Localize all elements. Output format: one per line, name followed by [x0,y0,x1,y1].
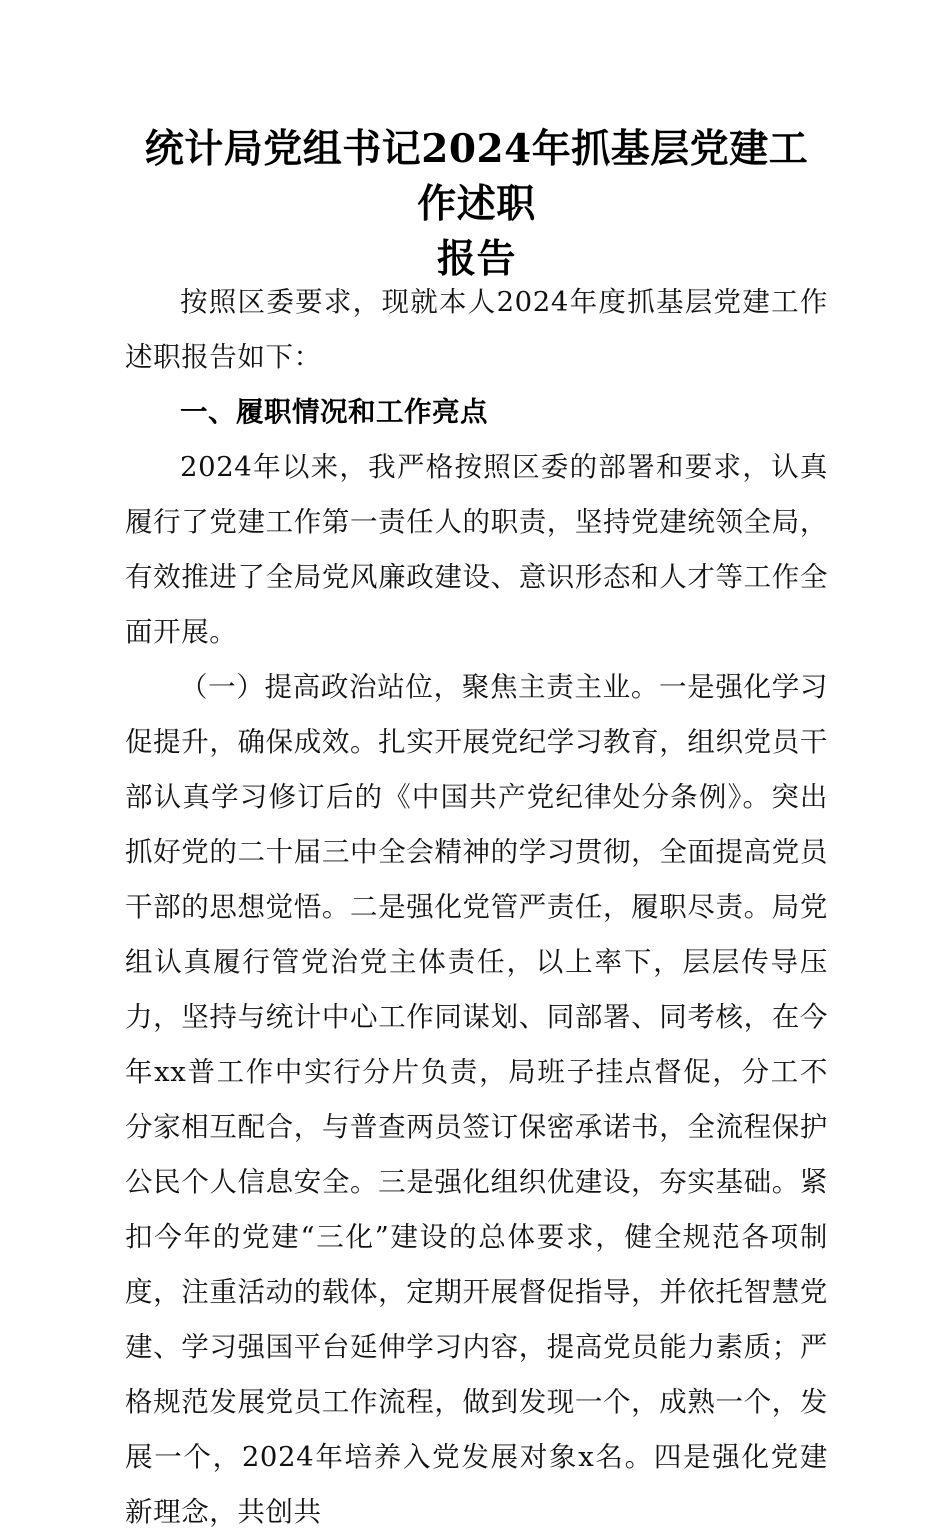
paragraph-overview: 2024年以来，我严格按照区委的部署和要求，认真履行了党建工作第一责任人的职责，坚持党建统领全局，有效推进了全局党风廉政建设、意识形态和人才等工作全面开展。 [125,451,828,648]
page-title-line-2: 报告 [436,236,516,282]
section-heading-1: 一、履职情况和工作亮点 [180,396,488,428]
paragraph-intro: 按照区委要求，现就本人2024年度抓基层党建工作述职报告如下： [125,286,828,373]
paragraph-subsection-1: （一）提高政治站位，聚焦主责主业。一是强化学习促提升，确保成效。扎实开展党纪学习教育，组织党员干部认真学习修订后的《中国共产党纪律处分条例》。突出抓好党的二十届三中全会精神的学习贯彻，全面提高党员干部的思想觉悟。二是强化党管严责任，履职尽责。局党组认真履行管党治党主体责任，以上率下，层层传导压力，坚持与统计中心工作同谋划、同部署、同考核，在今年xx普工作中实行分片负责，局班子挂点督促，分工不分家相互配合，与普查两员签订保密承诺书，全流程保护公民个人信息安全。三是强化组织优建设，夯实基础。紧扣今年的党建“三化”建设的总体要求，健全规范各项制度，注重活动的载体，定期开展督促指导，并依托智慧党建、学习强国平台延伸学习内容，提高党员能力素质；严格规范发展党员工作流程，做到发现一个，成熟一个，发展一个，2024年培养入党发展对象x名。四是强化党建新理念，共创共 [125,671,828,1528]
page-title-line-1: 统计局党组书记2024年抓基层党建工作述职 [144,126,809,227]
page-title [125,122,828,287]
document-body [125,275,828,1540]
